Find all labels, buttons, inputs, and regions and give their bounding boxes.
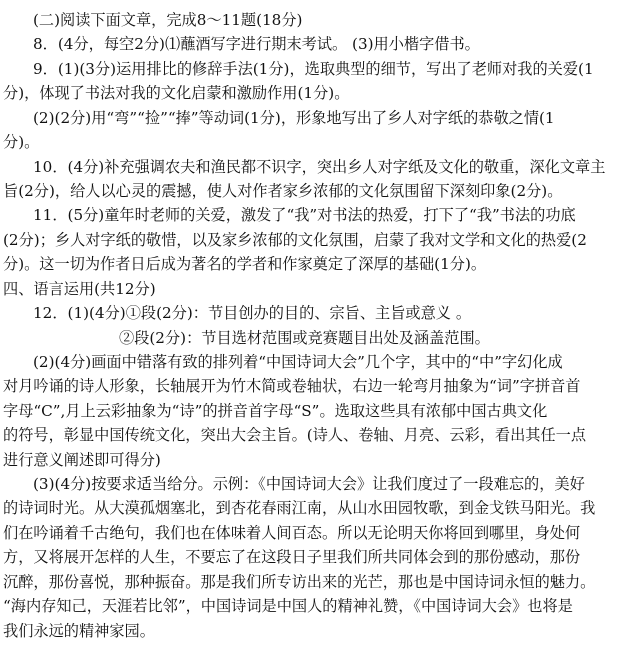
answer-9-2-line-1: (2)(2分)用“弯”“捡”“捧”等动词(1分)，形象地写出了乡人对字纸的恭敬之情(1: [33, 108, 555, 127]
answer-12-3-line-3: 们在吟诵着千古绝句，我们也在体味着人间百态。所以无论明天你将回到哪里，身处何: [3, 523, 581, 542]
answer-9-line-2: 分)，体现了书法对我的文化启蒙和激励作用(1分)。: [3, 84, 350, 103]
answer-9-2-line-2: 分)。: [3, 133, 40, 152]
answer-12-2-line-4: 的符号，彰显中国传统文化，突出大会主旨。(诗人、卷轴、月亮、云彩，看出其任一点: [3, 426, 587, 445]
answer-12-2-line-5: 进行意义阐述即可得分): [3, 450, 161, 469]
answer-12-3-line-2: 的诗词时光。从大漠孤烟塞北，到杏花春雨江南，从山水田园牧歌，到金戈铁马阳光。我: [3, 499, 596, 518]
answer-12-3-line-6: “海内存知己，天涯若比邻”，中国诗词是中国人的精神礼赞，《中国诗词大会》也将是: [3, 597, 573, 616]
answer-12-3-line-5: 沉醉，那份喜悦，那种振奋。那是我们所专访出来的光芒，那也是中国诗词永恒的魅力。: [3, 572, 596, 591]
answer-11-line-3: 分)。这一切为作者日后成为著名的学者和作家奠定了深厚的基础(1分)。: [3, 255, 487, 274]
answer-12-1-part-2: ②段(2分)：节目选材范围或竞赛题目出处及涵盖范围。: [119, 328, 490, 347]
answer-8: 8．(4分，每空2分)⑴蘸酒写字进行期末考试。 (3)用小楷字借书。: [33, 35, 480, 54]
answer-12-3-line-4: 方，又将展开怎样的人生，不要忘了在这段日子里我们所共同体会到的那份感动，那份: [3, 548, 581, 567]
answer-11-line-1: 11．(5分)童年时老师的关爱，激发了“我”对书法的热爱，打下了“我”书法的功底: [33, 206, 576, 225]
answer-12-2-line-2: 对月吟诵的诗人形象，长轴展开为竹木简或卷轴状，右边一轮弯月抽象为“词”字拼音首: [3, 377, 581, 396]
answer-12-2-line-3: 字母“C”,月上云彩抽象为“诗”的拼音首字母“S”。选取这些具有浓郁中国古典文化: [3, 401, 548, 420]
answer-9-line-1: 9．(1)(3分)运用排比的修辞手法(1分)，选取典型的细节，写出了老师对我的关爱(1: [33, 59, 594, 78]
answer-12-3-line-1: (3)(4分)按要求适当给分。示例：《中国诗词大会》让我们度过了一段难忘的，美好: [33, 475, 585, 494]
answer-10-line-1: 10．(4分)补充强调农夫和渔民都不识字，突出乡人对字纸及文化的敬重，深化文章主: [33, 157, 606, 176]
answer-12-3-line-7: 我们永远的精神家园。: [3, 621, 155, 640]
answer-11-line-2: (2分)；乡人对字纸的敬惜，以及家乡浓郁的文化氛围，启蒙了我对文学和文化的热爱(2: [3, 230, 587, 249]
section-heading-language: 四、语言运用(共12分): [3, 279, 156, 298]
section-heading-reading: (二)阅读下面文章，完成8～11题(18分): [33, 11, 303, 29]
answer-12-2-line-1: (2)(4分)画面中错落有致的排列着“中国诗词大会”几个字，其中的“中”字幻化成: [33, 352, 563, 371]
answer-12-1-part-1: 12．(1)(4分)①段(2分)：节目创办的目的、宗旨、主旨或意义 。: [33, 304, 472, 323]
answer-10-line-2: 旨(2分)，给人以心灵的震撼，使人对作者家乡浓郁的文化氛围留下深刻印象(2分)。: [3, 181, 563, 200]
